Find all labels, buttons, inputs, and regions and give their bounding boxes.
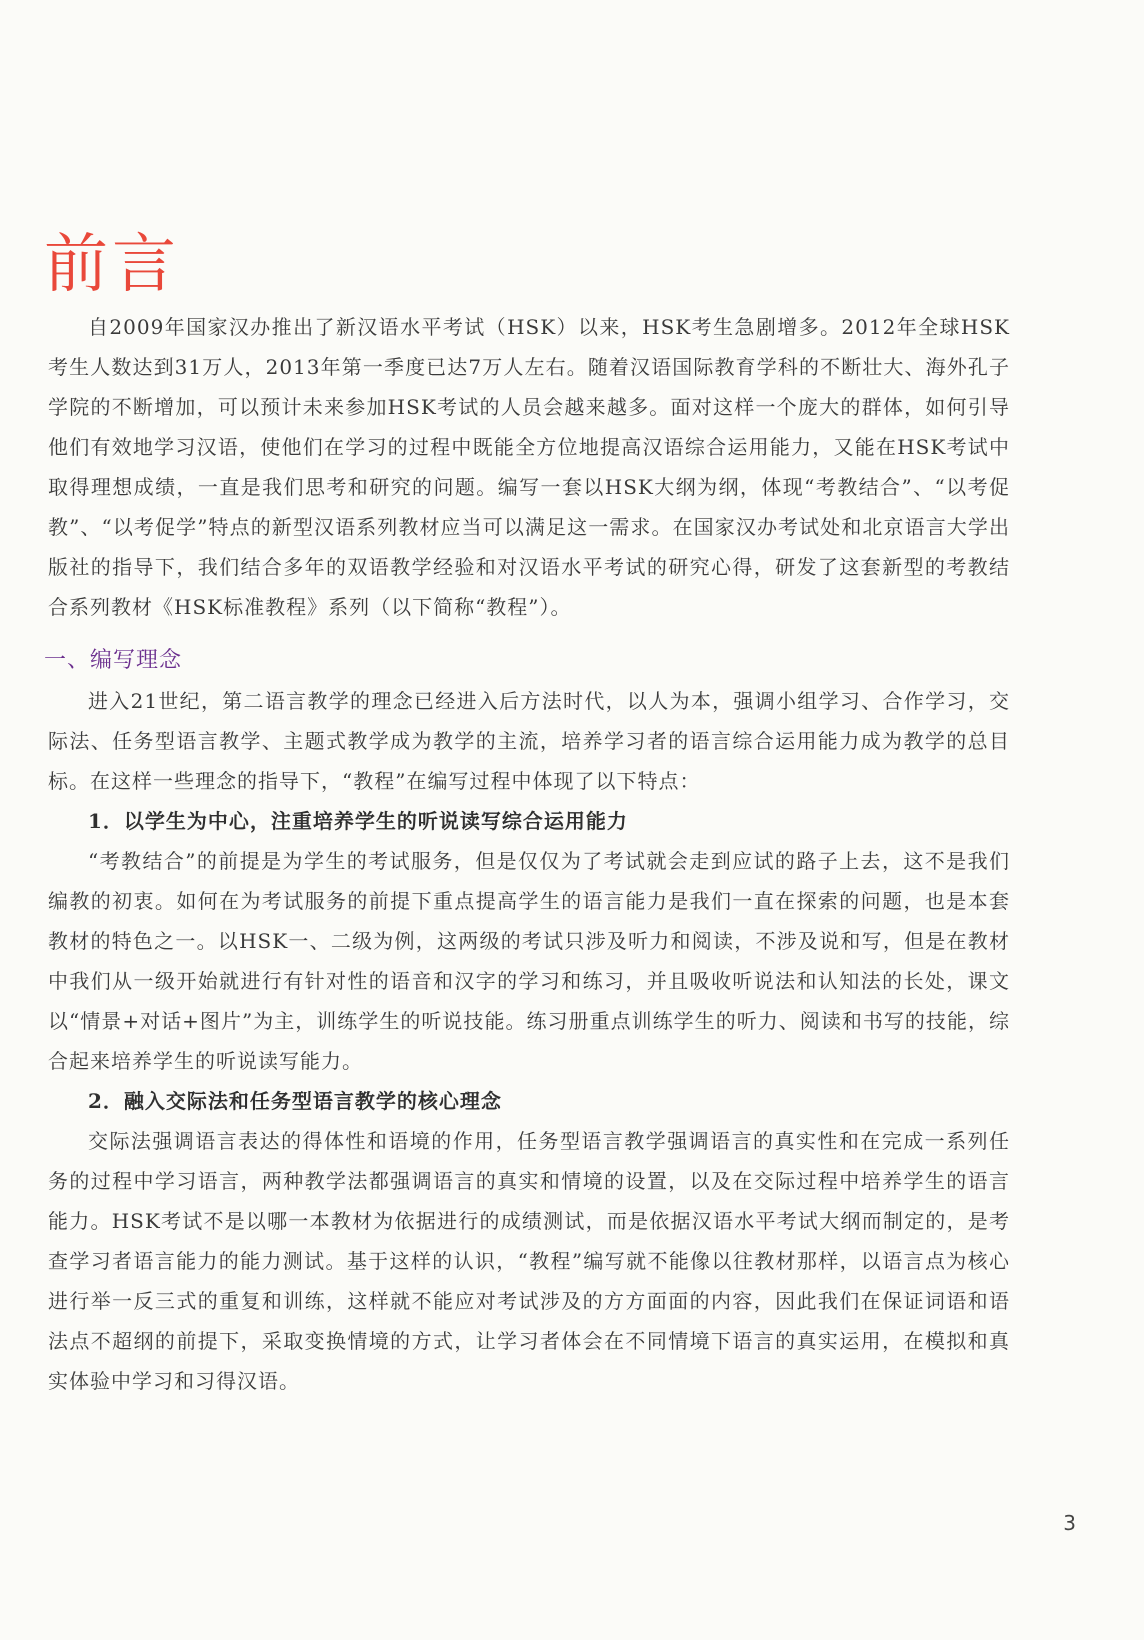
point-2-paragraph: 交际法强调语言表达的得体性和语境的作用，任务型语言教学强调语言的真实性和在完成一系列任务的过程中学习语言，两种教学法都强调语言的真实和情境的设置，以及在交际过程中培养学生的语言能力。HSK考试不是以哪一本教材为依据进行的成绩测试，而是依据汉语水平考试大纲而制定的，是考查学习者语言能力的能力测试。基于这样的认识，“教程”编写就不能像以往教材那样，以语言点为核心进行举一反三式的重复和训练，这样就不能应对考试涉及的方方面面的内容，因此我们在保证词语和语法点不超纲的前提下，采取变换情境的方式，让学习者体会在不同情境下语言的真实运用，在模拟和真实体验中学习和习得汉语。 xyxy=(48,1129,1010,1393)
section-intro-paragraph: 进入21世纪，第二语言教学的理念已经进入后方法时代，以人为本，强调小组学习、合作学习，交际法、任务型语言教学、主题式教学成为教学的主流，培养学习者的语言综合运用能力成为教学的总目标。在这样一些理念的指导下，“教程”在编写过程中体现了以下特点： xyxy=(48,689,1010,793)
intro-paragraph: 自2009年国家汉办推出了新汉语水平考试（HSK）以来，HSK考生急剧增多。2012年全球HSK考生人数达到31万人，2013年第一季度已达7万人左右。随着汉语国际教育学科的不断壮大、海外孔子学院的不断增加，可以预计未来参加HSK考试的人员会越来越多。面对这样一个庞大的群体，如何引导他们有效地学习汉语，使他们在学习的过程中既能全方位地提高汉语综合运用能力，又能在HSK考试中取得理想成绩，一直是我们思考和研究的问题。编写一套以HSK大纲为纲，体现“考教结合”、“以考促教”、“以考促学”特点的新型汉语系列教材应当可以满足这一需求。在国家汉办考试处和北京语言大学出版社的指导下，我们结合多年的双语教学经验和对汉语水平考试的研究心得，研发了这套新型的考教结合系列教材《HSK标准教程》系列（以下简称“教程”）。 xyxy=(48,315,1010,619)
subheading-point-1: 1．以学生为中心，注重培养学生的听说读写综合运用能力 xyxy=(88,809,628,833)
page-number: 3 xyxy=(1063,1511,1076,1535)
point-1-paragraph: “考教结合”的前提是为学生的考试服务，但是仅仅为了考试就会走到应试的路子上去，这不是我们编教的初衷。如何在为考试服务的前提下重点提高学生的语言能力是我们一直在探索的问题，也是本套教材的特色之一。以HSK一、二级为例，这两级的考试只涉及听力和阅读，不涉及说和写，但是在教材中我们从一级开始就进行有针对性的语音和汉字的学习和练习，并且吸收听说法和认知法的长处，课文以“情景+对话+图片”为主，训练学生的听说技能。练习册重点训练学生的听力、阅读和书写的技能，综合起来培养学生的听说读写能力。 xyxy=(48,849,1010,1073)
subheading-point-2: 2．融入交际法和任务型语言教学的核心理念 xyxy=(88,1089,502,1113)
document-body xyxy=(44,307,1010,1401)
section-heading-writing-philosophy: 一、编写理念 xyxy=(44,648,183,673)
page-title: 前言 xyxy=(44,227,180,302)
